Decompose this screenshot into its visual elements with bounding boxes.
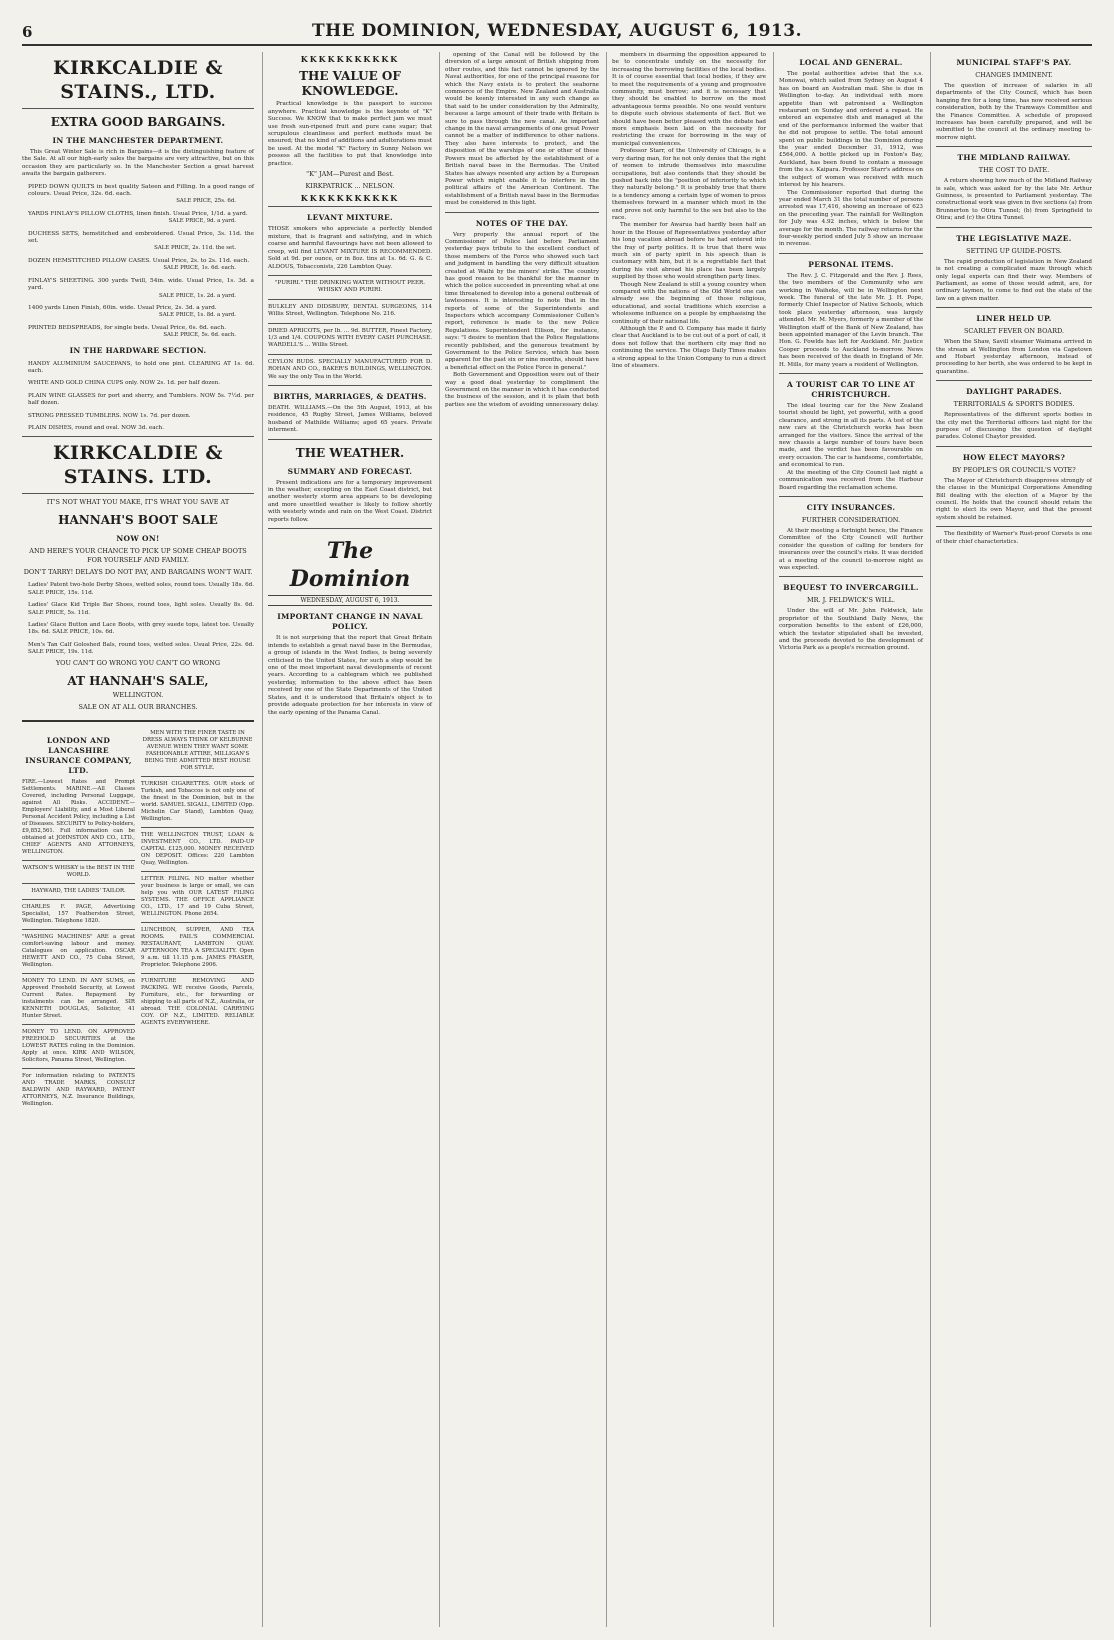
notes-body: Very properly the annual report of the Commissioner of Police laid before Parliament yesterday pays tribute to the excellent conduct of those members of the Force who showed such tact and judgment in handling the very difficult situation created at Waihi by the miners' strike. The country has good reason to be thankful for the manner in which the police succeeded in preventing what at one time threatened to develop into a general outbreak of lawlessness. It is interesting to note that in the reports of some of the Superintendents and Inspectors which accompany Commissioner Cullen's report, reference is made to the new Police Regulations. Superintendent Ellison, for instance, says: "I desire to mention that the Police Regulations recently published, and the generous treatment by Government to the Police Service, which has been apparent for the past six or nine months, should have a beneficial effect on the Police Force in general." [445, 231, 599, 371]
london-insurance-body: FIRE.—Lowest Rates and Prompt Settlements. MARINE.—All Classes Covered, including Personal Luggage, against All Risks. ACCIDENT.—Employers' Liability, and a Most Liberal Personal Accident Policy, including a List of Diseases. SECURITY to Policy-holders, £9,852,561. Full information can be obtained at JOHNSTON AND CO., LTD., CHIEF AGENTS AND ATTORNEYS, WELLINGTON. [22, 778, 135, 855]
column-4 [606, 52, 771, 1627]
kirkpatrick: KIRKPATRICK ... NELSON. [305, 182, 395, 191]
manchester-heading: IN THE MANCHESTER DEPARTMENT. [52, 136, 224, 145]
daylight-heading: DAYLIGHT PARADES. [966, 387, 1062, 397]
ceylon-ad: CEYLON BUDS. SPECIALLY MANUFACTURED FOR D. ROHAN AND CO., BAKER'S BUILDINGS, WELLINGTON. We say the only Tea in the World. [268, 358, 432, 380]
milligans-ad: MEN WITH THE FINER TASTE IN DRESS ALWAYS THINK OF KELBURNE AVENUE WHEN THEY WANT SOME FASHIONABLE ATTIRE, MILLIGAN'S BEING THE ADMITTED BEST HOUSE FOR STYLE. [142, 729, 253, 771]
column-2: KKKKKKKKKKK THE VALUE OF KNOWLEDGE. Practical knowledge is the passport to success anywhere. Practical knowledge is the keynote of "K" Success. We KNOW that to make perfect jam we must use fresh sun-ripened fruit and pure cane sugar; that scrupulous cleanliness and perfect methods must be ensured; that no kind of additions and adulterations must be used. At the model "K" Factory in Sunny Nelson we possess all the facilities to put that knowledge into practice. "K" JAM—Purest and Best. KIRKPATRICK ... NELSON. KKKKKKKKKKK LEVANT MIXTURE. THOSE smokers who appreciate a perfectly blended mixture, that is fragrant and satisfying, and in which coarse and harmful flavourings have not been allowed to creep, will find LEVANT MIXTURE IS RECOMMENDED. Sold at 9d. per ounce, or in 8oz. tins at 1s. 6d. G. & C. ALDOUS, Tobacconists, 226 Lambton Quay. "PURIRI." THE DRINKING WATER WITHOUT PEER. WHISKY AND PURIRI. BULKLEY AND DIDSBURY, DENTAL SURGEONS, 114 Willis Street, Wellington. Telephone No. 216. DRIED APRICOTS, per lb. ... 9d. BUTTER, Finest Factory, 1/3 and 1/4. COUPONS WITH EVERY CASH PURCHASE. WARDELL'S ... Willis Street. CEYLON BUDS. SPECIALLY MANUFACTURED FOR D. ROHAN AND CO., BAKER'S BUILDINGS, WELLINGTON. We say the only Tea in the World. BIRTHS, MARRIAGES, & DEATHS. DEATH. WILLIAMS.—On the 5th August, 1913, at his residence, 45 Rugby Street, James Williams, beloved husband of Mathilde Williams; aged 65 years. Private interment. THE WEATHER. SUMMARY AND FORECAST. Present indications are for a temporary improvement in the weather, excepting on the East Coast district, but another westerly storm area appears to be developing and more unsettled weather is likely to follow shortly with westerly winds and rain on the West Coast. District reports follow. The Dominion WEDNESDAY, AUGUST 6, 1913. IMPORTANT CHANGE IN NAVAL POLICY. It is not surprising that the report that Great Britain intends to establish a great naval base in the Bermudas, a group of islands in the West Indies, is being severely criticised in the United States, for such a step would be one of the most important naval developments of recent years. According to a cablegram which we published yesterday, information to the above effect has been received by one of the State Departments of the United States, and it is understood that Britain's object is to provide adequate protection for her interests in view of the early opening of the Panama Canal. [262, 52, 437, 1627]
list-item: Ladies' Glace Button and Lace Boots, with grey suede tops, latest toe. Usually 18s. 6d. SALE PRICE, 10s. 6d. [28, 622, 254, 636]
naval-heading: IMPORTANT CHANGE IN NAVAL POLICY. [277, 612, 423, 632]
city-insurances-heading: CITY INSURANCES. [806, 502, 896, 512]
at-hannahs: AT HANNAH'S SALE, [67, 673, 209, 688]
list-item: DUCHESS SETS, hemstitched and embroidered. Usual Price, 3s. 11d. the set. SALE PRICE, 2s. 11d. the set. [28, 230, 254, 252]
list-item: PRINTED BEDSPREADS, for single beds. Usual Price, 6s. 6d. each. SALE PRICE, 5s. 6d. each. [28, 324, 236, 339]
staff-sub: CHANGES IMMINENT. [975, 71, 1053, 79]
daylight-body: Representatives of the different sports bodies in the city met the Territorial officers last night for the purpose of discussing the question of daylight parades. Colonel Chaytor presided. [936, 412, 1092, 441]
local-body: The postal authorities advise that the s.s. Monowai, which sailed from Sydney on August 4 has on board an Australian mail. She is due in Wellington to-day. An individual with more appetite than wit patronised a Wellington restaurant on Sunday and ordered a repast. He entered an expensive dish and managed at the end of the performance informed the waiter that he did not propose to settle. The total amount spent on public buildings in the Dominion during the year ended December 31, 1912, was £564,000. A bottle picked up in Foxton's Bay, Auckland, has been found to contain a message from the s.s. Kaipara. Professor Starr's address on the subject of women was received with much interest by his hearers. [779, 71, 923, 189]
list-item: 1400 yards Linen Finish, 60in. wide. Usual Price, 2s. 3d. a yard. SALE PRICE, 1s. 8d. a yard. [28, 304, 236, 319]
mayors-sub: BY PEOPLE'S OR COUNCIL'S VOTE? [952, 465, 1076, 474]
watsons-ad: WATSON'S WHISKY is the BEST IN THE WORLD. [22, 864, 135, 878]
furniture-ad: FURNITURE REMOVING AND PACKING. WE receive Goods, Parcels, Furniture, etc., for forwarding or shipping to all parts of N.Z., Australia, or abroad. THE COLONIAL CARRYING COY. OF N.Z., LIMITED. RELIABLE AGENTS EVERYWHERE. [141, 977, 254, 1026]
column-1 [22, 52, 260, 1627]
young-country-text: Though New Zealand is still a young country when compared with the nations of the Old World one can already see the beginning of those religious, educational, and social traditions which exercise a wholesome influence on a people by emphasising the continuity of their national life. [612, 281, 766, 325]
column-5 [773, 52, 928, 1627]
hardware-heading: IN THE HARDWARE SECTION. [69, 345, 207, 355]
masthead [22, 22, 1092, 46]
warner-ad: The flexibility of Warner's Rust-proof Corsets is one of their chief characteristics. [936, 531, 1092, 545]
list-item: HANDY ALUMINIUM SAUCEPANS, to hold one pint. CLEARING AT 1s. 6d. each. [28, 360, 254, 374]
tourist-body: The ideal touring car for the New Zealand tourist should be light, yet powerful, with a good clearance, and strong in all its parts. A test of the new cars at the Christchurch works has been arranged for the visitors. Since the arrival of the new chassis a large number of tours have been made, and the verdict has been favourable on every occasion. The car is handsome, comfortable, and economical to run. [779, 403, 923, 469]
liner-sub: SCARLET FEVER ON BOARD. [963, 327, 1065, 336]
bequest-heading: BEQUEST TO INVERCARGILL. [783, 583, 919, 593]
trust-ad: THE WELLINGTON TRUST, LOAN & INVESTMENT CO., LTD. PAID-UP CAPITAL £125,000. MONEY RECEIVED ON DEPOSIT. Offices: 220 Lambton Quay, Wellington. [141, 831, 254, 866]
page-ad: CHARLES F. PAGE, Advertising Specialist, 157 Featherston Street, Wellington. Telephone 1820. [22, 903, 135, 924]
hannah-lead: IT'S NOT WHAT YOU MAKE, IT'S WHAT YOU SAVE AT [46, 498, 230, 507]
liner-body: When the Shaw, Savill steamer Waimana arrived in the stream at Wellington from London via Capetown and Hobart yesterday afternoon, instead of proceeding to her berth, she was ordered to be kept in quarantine. [936, 339, 1092, 375]
list-item: Men's Tan Calf Goloshed Bals, round toes, welted soles. Usual Price, 22s. 6d. SALE PRICE, 19s. 11d. [28, 641, 254, 656]
forecast-heading: SUMMARY AND FORECAST. [287, 466, 413, 476]
list-item: PIPED DOWN QUILTS in best quality Sateen and Filling. In a good range of colours. Usual Price, 32s. 6d. each. SALE PRICE, 25s. 6d. [28, 183, 254, 205]
k-jam: "K" JAM—Purest and Best. [306, 170, 394, 179]
both-government: Both Government and Opposition were out of their way a good deal yesterday to compliment the Government on the manner in which it has conducted the business of the session, and it is plain that both parties see the wisdom of avoiding unnecessary delay. [445, 372, 599, 408]
daylight-sub: TERRITORIALS & SPORTS BODIES. [953, 400, 1075, 409]
column-3 [439, 52, 604, 1627]
naval-body: It is not surprising that the report that Great Britain intends to establish a great naval base in the Bermudas, a group of islands in the West Indies, is being severely criticised in the United States, for such a step would be one of the most important naval developments of recent years. According to a cablegram which we published yesterday, information to the above effect has been received by one of the State Departments of the United States, and it is understood that Britain's object is to provide adequate protection for her interests in view of the early opening of the Panama Canal. [268, 635, 432, 716]
cant-go-wrong: YOU CAN'T GO WRONG YOU CAN'T GO WRONG [55, 658, 221, 667]
personal-body: The Rev. J. C. Fitzgerald and the Rev. J. Rees, the two members of the Community who are working in Waiheke, will be in Wellington next week. The funeral of the late Mr. J. H. Pope, formerly Chief Inspector of Native Schools, which took place yesterday afternoon, was largely attended. Mr. M. Myers, formerly a member of the Wellington staff of the Bank of New Zealand, has been appointed manager of the Levin branch. The Hon. G. Fowlds has left for Auckland. Mr. Justice Cooper proceeds to Auckland to-morrow. News has been received of the death in England of Mr. H. Mills, for many years a resident of Wellington. [779, 272, 923, 368]
dont-tarry: DON'T TARRY! DELAYS DO NOT PAY, AND BARGAINS WON'T WAIT. [23, 568, 253, 577]
now-on: NOW ON! [116, 534, 160, 544]
bequest-sub: MR. J. FELDWICK'S WILL. [806, 596, 896, 605]
hannah-branches: SALE ON AT ALL OUR BRANCHES. [78, 702, 198, 711]
borrowing-text: members in disarming the opposition appeared to be to concentrate unduly on the necessity for increasing the borrowing facilities of the local bodies. It is of course essential that local bodies, if they are to meet the requirements of a young and progressive community, must borrow; and it is necessary that they should be enabled to borrow on the most advantageous terms possible. No one would venture to dispute such obvious statements of fact. But we should have been better pleased with the debate had more emphasis been laid on the necessity for restricting the craze for borrowing in the way of municipal conveniences. [612, 52, 766, 147]
hannah-wellington: WELLINGTON. [112, 690, 164, 699]
list-item: Ladies' Patent two-hole Derby Shoes, welted soles, round toes. Usually 18s. 6d. SALE PRICE, 15s. 11d. [28, 582, 254, 596]
page-number: 6 [22, 23, 33, 41]
london-insurance-heading: LONDON AND LANCASHIRE INSURANCE COMPANY, LTD. [25, 735, 132, 775]
births-heading: BIRTHS, MARRIAGES, & DEATHS. [273, 391, 427, 401]
wardells-ad: DRIED APRICOTS, per lb. ... 9d. BUTTER, Finest Factory, 1/3 and 1/4. COUPONS WITH EVERY CASH PURCHASE. WARDELL'S ... Willis Street. [268, 327, 432, 349]
luncheon-ad: LUNCHEON, SUPPER, AND TEA ROOMS. FAIL'S COMMERCIAL RESTAURANT, LAMBTON QUAY. AFTERNOON TEA A SPECIALITY. Open 9 a.m. till 11.15 p.m. JAMES FRASER, Proprietor. Telephone 2906. [141, 926, 254, 968]
value-heading: THE VALUE OF KNOWLEDGE. [299, 69, 401, 99]
liner-heading: LINER HELD UP. [976, 314, 1052, 324]
patents-ad: For information relating to PATENTS AND TRADE MARKS, CONSULT BALDWIN AND RAYWARD, PATENT ATTORNEYS, N.Z. Insurance Buildings, Wellington. [22, 1072, 135, 1107]
city-insurances-body: At their meeting a fortnight hence, the Finance Committee of the City Council will further consider the question of calling for tenders for insurances over the council's risks. It was decided at a meeting of the council to-morrow night as was expected. [779, 527, 923, 571]
value-body: Practical knowledge is the passport to success anywhere. Practical knowledge is the keynote of "K" Success. We KNOW that to make perfect jam we must use fresh sun-ripened fruit and pure cane sugar; that scrupulous cleanliness and perfect methods must be ensured; that no kind of additions and adulterations must be used. At the model "K" Factory in Sunny Nelson we possess all the facilities to put that knowledge into practice. [268, 101, 432, 167]
list-item: STRONG PRESSED TUMBLERS. NOW 1s. 7d. per dozen. [28, 412, 191, 419]
local-heading: LOCAL AND GENERAL. [799, 58, 903, 67]
hayward-ad: HAYWARD, THE LADIES' TAILOR. [31, 887, 126, 894]
list-item: FINLAY'S SHEETING. 300 yards Twill, 54in. wide. Usual Price, 1s. 3d. a yard. SALE PRICE, 1s. 2d. a yard. [28, 277, 254, 299]
tourist-heading: A TOURIST CAR TO LINE AT CHRISTCHURCH. [787, 380, 915, 400]
levant-body: THOSE smokers who appreciate a perfectly blended mixture, that is fragrant and satisfying, and in which coarse and harmful flavourings have not been allowed to creep, will find LEVANT MIXTURE IS RECOMMENDED. Sold at 9d. per ounce, or in 8oz. tins at 1s. 6d. G. & C. ALDOUS, Tobacconists, 226 Lambton Quay. [268, 226, 432, 270]
midland-sub: THE COST TO DATE. [978, 166, 1050, 175]
bargains-intro: This Great Winter Sale is rich in Bargains—it is the distinguishing feature of the Sale. At all our high-early sales the bargains are very attractive, but on this occasion they are particularly so. In the Manchester Section a great harvest awaits the bargain gatherers. [22, 149, 254, 178]
estimates-body: The Commissioner reported that during the year ended March 31 the total number of persons arrested was 17,416, showing an increase of 623 on the preceding year. The rainfall for Wellington for July was 4.92 inches, which is below the average for the month. The railway returns for the four-weekly period ended July 5 show an increase in revenue. [779, 189, 923, 248]
mayors-heading: HOW ELECT MAYORS? [962, 452, 1066, 462]
legislative-heading: THE LEGISLATIVE MAZE. [956, 233, 1072, 243]
list-item: YARDS FINLAY'S PILLOW CLOTHS, linen finish. Usual Price, 1/1d. a yard. SALE PRICE, 9d. a yard. [28, 210, 248, 225]
death-notice: DEATH. WILLIAMS.—On the 5th August, 1913, at his residence, 45 Rugby Street, James Williams, beloved husband of Mathilde Williams; aged 65 years. Private interment. [268, 404, 432, 434]
hannah-heading: HANNAH'S BOOT SALE [58, 513, 218, 528]
washing-ad: "WASHING MACHINES" ARE a great comfort-saving labour and money. Catalogues on application. OSCAR HEWETT AND CO., 75 Cuba Street, Wellington. [22, 933, 135, 968]
dateline: WEDNESDAY, AUGUST 6, 1913. [268, 595, 432, 606]
mayors-body: The Mayor of Christchurch disapproves strongly of the clause in the Municipal Corporations Amending Bill dealing with the election of a Mayor by the council. He holds that the council should retain the right to elect its own Mayor, and that the present system should be retained. [936, 477, 1092, 521]
personal-heading: PERSONAL ITEMS. [808, 259, 894, 269]
list-item: PLAIN DISHES, round and oval. NOW 3d. each. [28, 424, 165, 431]
dental-ad: BULKLEY AND DIDSBURY, DENTAL SURGEONS, 114 Willis Street, Wellington. Telephone No. 216. [268, 303, 432, 318]
column-6 [930, 52, 1092, 1627]
letter-filing-ad: LETTER FILING. NO matter whether your business is large or small, we can help you with OUR LATEST FILING SYSTEMS. THE OFFICE APPLIANCE CO., LTD., 17 and 19 Cuba Street, WELLINGTON. Phone 2654. [141, 875, 254, 917]
money-lend-ad-2: MONEY TO LEND. ON APPROVED FREEHOLD SECURITIES at the LOWEST RATES ruling in the Dominion. Apply at once. KIRK AND WILSON, Solicitors, Panama Street, Wellington. [22, 1028, 135, 1063]
legislative-sub: SETTING UP GUIDE-POSTS. [966, 246, 1062, 255]
starr-text: Professor Starr, of the University of Chicago, is a very daring man, for he not only denies that the right of women to intrude themselves into masculine occupations, but also contends that they should be pushed back into the "position of inferiority to which they naturally belong." It is probably true that there is a tendency among a certain type of women to press themselves forward in a manner which must in the end prove not only harmful to the sex but also to the race. [612, 148, 766, 221]
otago-text: Although the P. and O. Company has made it fairly clear that Auckland is to be cut out of a port of call, it does not follow that the northern city may find no continuing the service. The Otago Daily Times makes a strong appeal to the Union Company to run a direct line of steamers. [612, 326, 766, 370]
money-lend-ad: MONEY TO LEND. IN ANY SUMS, on Approved Freehold Security, at Lowest Current Rates. Repayment by instalments can be arranged. SIR KENNETH DOUGLAS, Solicitor, 41 Hunter Street. [22, 977, 135, 1019]
newspaper-title: THE DOMINION, WEDNESDAY, AUGUST 6, 1913. [311, 21, 803, 41]
bargain-list [22, 184, 254, 340]
midland-heading: THE MIDLAND RAILWAY. [957, 153, 1071, 163]
midland-body: A return showing how much of the Midland Railway is sale, which was asked for by the late Mr. Arthur Guinness, is presented to Parliament yesterday. The constructional work was given in five sections (a) from Brunnerton to Otira Tunnel; (b) from Springfield to Otira; and (c) the Otira Tunnel. [936, 178, 1092, 222]
city-insurances-sub: FURTHER CONSIDERATION. [801, 515, 901, 524]
list-item: WHITE AND GOLD CHINA CUPS only. NOW 2s. 1d. per half dozen. [28, 380, 221, 387]
naval-continued: opening of the Canal will be followed by the diversion of a large amount of British shipping from other routes, and this fact cannot be ignored by the Naval authorities, for one of the principal reasons for which the Navy exists is to protect the seaborne commerce of the Empire. New Zealand and Australia would be keenly interested in any such change as that said to be under consideration by the Admiralty, because a large amount of their trade with Britain is sure to pass through the new canal. An important change in the naval arrangements of one great Power cannot be a matter of indifference to other nations. They also have interests to protect, and the disposition of the warships of one or other of these Powers must be affected by the establishment of a British naval base in the Bermudas. The United States has always resented any action by a European Power which might enable it to interfere in the political affairs of the American Continent. The establishment of a British naval base in the Bermudas must be considered in this light. [445, 52, 599, 207]
notes-heading: NOTES OF THE DAY. [475, 218, 569, 228]
weather-heading: THE WEATHER. [295, 445, 405, 460]
staff-heading: MUNICIPAL STAFF'S PAY. [956, 58, 1072, 67]
puriri-ad: "PURIRI." THE DRINKING WATER WITHOUT PEER. WHISKY AND PURIRI. [274, 279, 426, 294]
meeting-body: At the meeting of the City Council last night a communication was received from the Harbour Board regarding the reclamation scheme. [779, 469, 923, 491]
weather-body: Present indications are for a temporary improvement in the weather, excepting on the East Coast district, but another westerly storm area appears to be developing and more unsettled weather is likely to follow shortly with westerly winds and rain on the West Coast. District reports follow. [268, 479, 432, 523]
levant-heading: LEVANT MIXTURE. [307, 213, 393, 223]
kirkcaldie-heading: KIRKCALDIE & STAINS., LTD. [52, 57, 224, 103]
bequest-body: Under the will of Mr. John Feldwick, late proprietor of the Southland Daily News, the corporation benefits to the extent of £26,000, which the testator stipulated shall be invested, and the proceeds devoted to the development of Victoria Park as a people's recreation ground. [779, 608, 923, 652]
legislative-body: The rapid production of legislation in New Zealand is not creating a complicated maze through which only legal experts can find their way. Members of Parliament, as some of those would admit, are, for ordinary laymen, to come to find out the state of the law on a given matter. [936, 258, 1092, 302]
turkish-ad: TURKISH CIGARETTES. OUR stock of Turkish, and Tobaccos is not only one of the finest in the Dominion, but in the world. SAMUEL SIGALL, LIMITED (Opp. Michelin Car Stand), Lambton Quay, Wellington. [141, 780, 254, 822]
dominion-title: The Dominion [289, 538, 411, 593]
kirkcaldie-heading-2: KIRKCALDIE & STAINS. LTD. [52, 442, 224, 489]
ward-text: The member for Awarua had hardly been half an hour in the House of Representatives yesterday after his long vacation abroad before he had entered into the fray of party politics. It is true that there was much sin of party spirit in his speech than is customary with him, but it is a regrettable fact that during his visit abroad his place has been largely supplied by those who would strengthen party lines. [612, 222, 766, 281]
hannah-sub: AND HERE'S YOUR CHANCE TO PICK UP SOME CHEAP BOOTS FOR YOURSELF AND FAMILY. [29, 547, 247, 565]
list-item: Ladies' Glace Kid Triple Bar Shoes, round toes, light soles. Usually 8s. 6d. SALE PRICE, 5s. 11d. [28, 602, 254, 616]
list-item: DOZEN HEMSTITCHED PILLOW CASES. Usual Price, 2s. to 2s. 11d. each. SALE PRICE, 1s. 6d. each. [28, 257, 250, 272]
bargains-heading: EXTRA GOOD BARGAINS. [50, 115, 226, 129]
list-item: PLAIN WINE GLASSES for port and sherry, and Tumblers. NOW 5s. 7½d. per half dozen. [28, 392, 254, 407]
staff-body: The question of increase of salaries in all departments of the City Council, which has been hanging fire for a long time, has now received serious consideration, both by the Tramways Committee and the Finance Committee. A schedule of proposed increases has been carefully prepared, and will be submitted to the council at the ordinary meeting to-morrow night. [936, 83, 1092, 141]
